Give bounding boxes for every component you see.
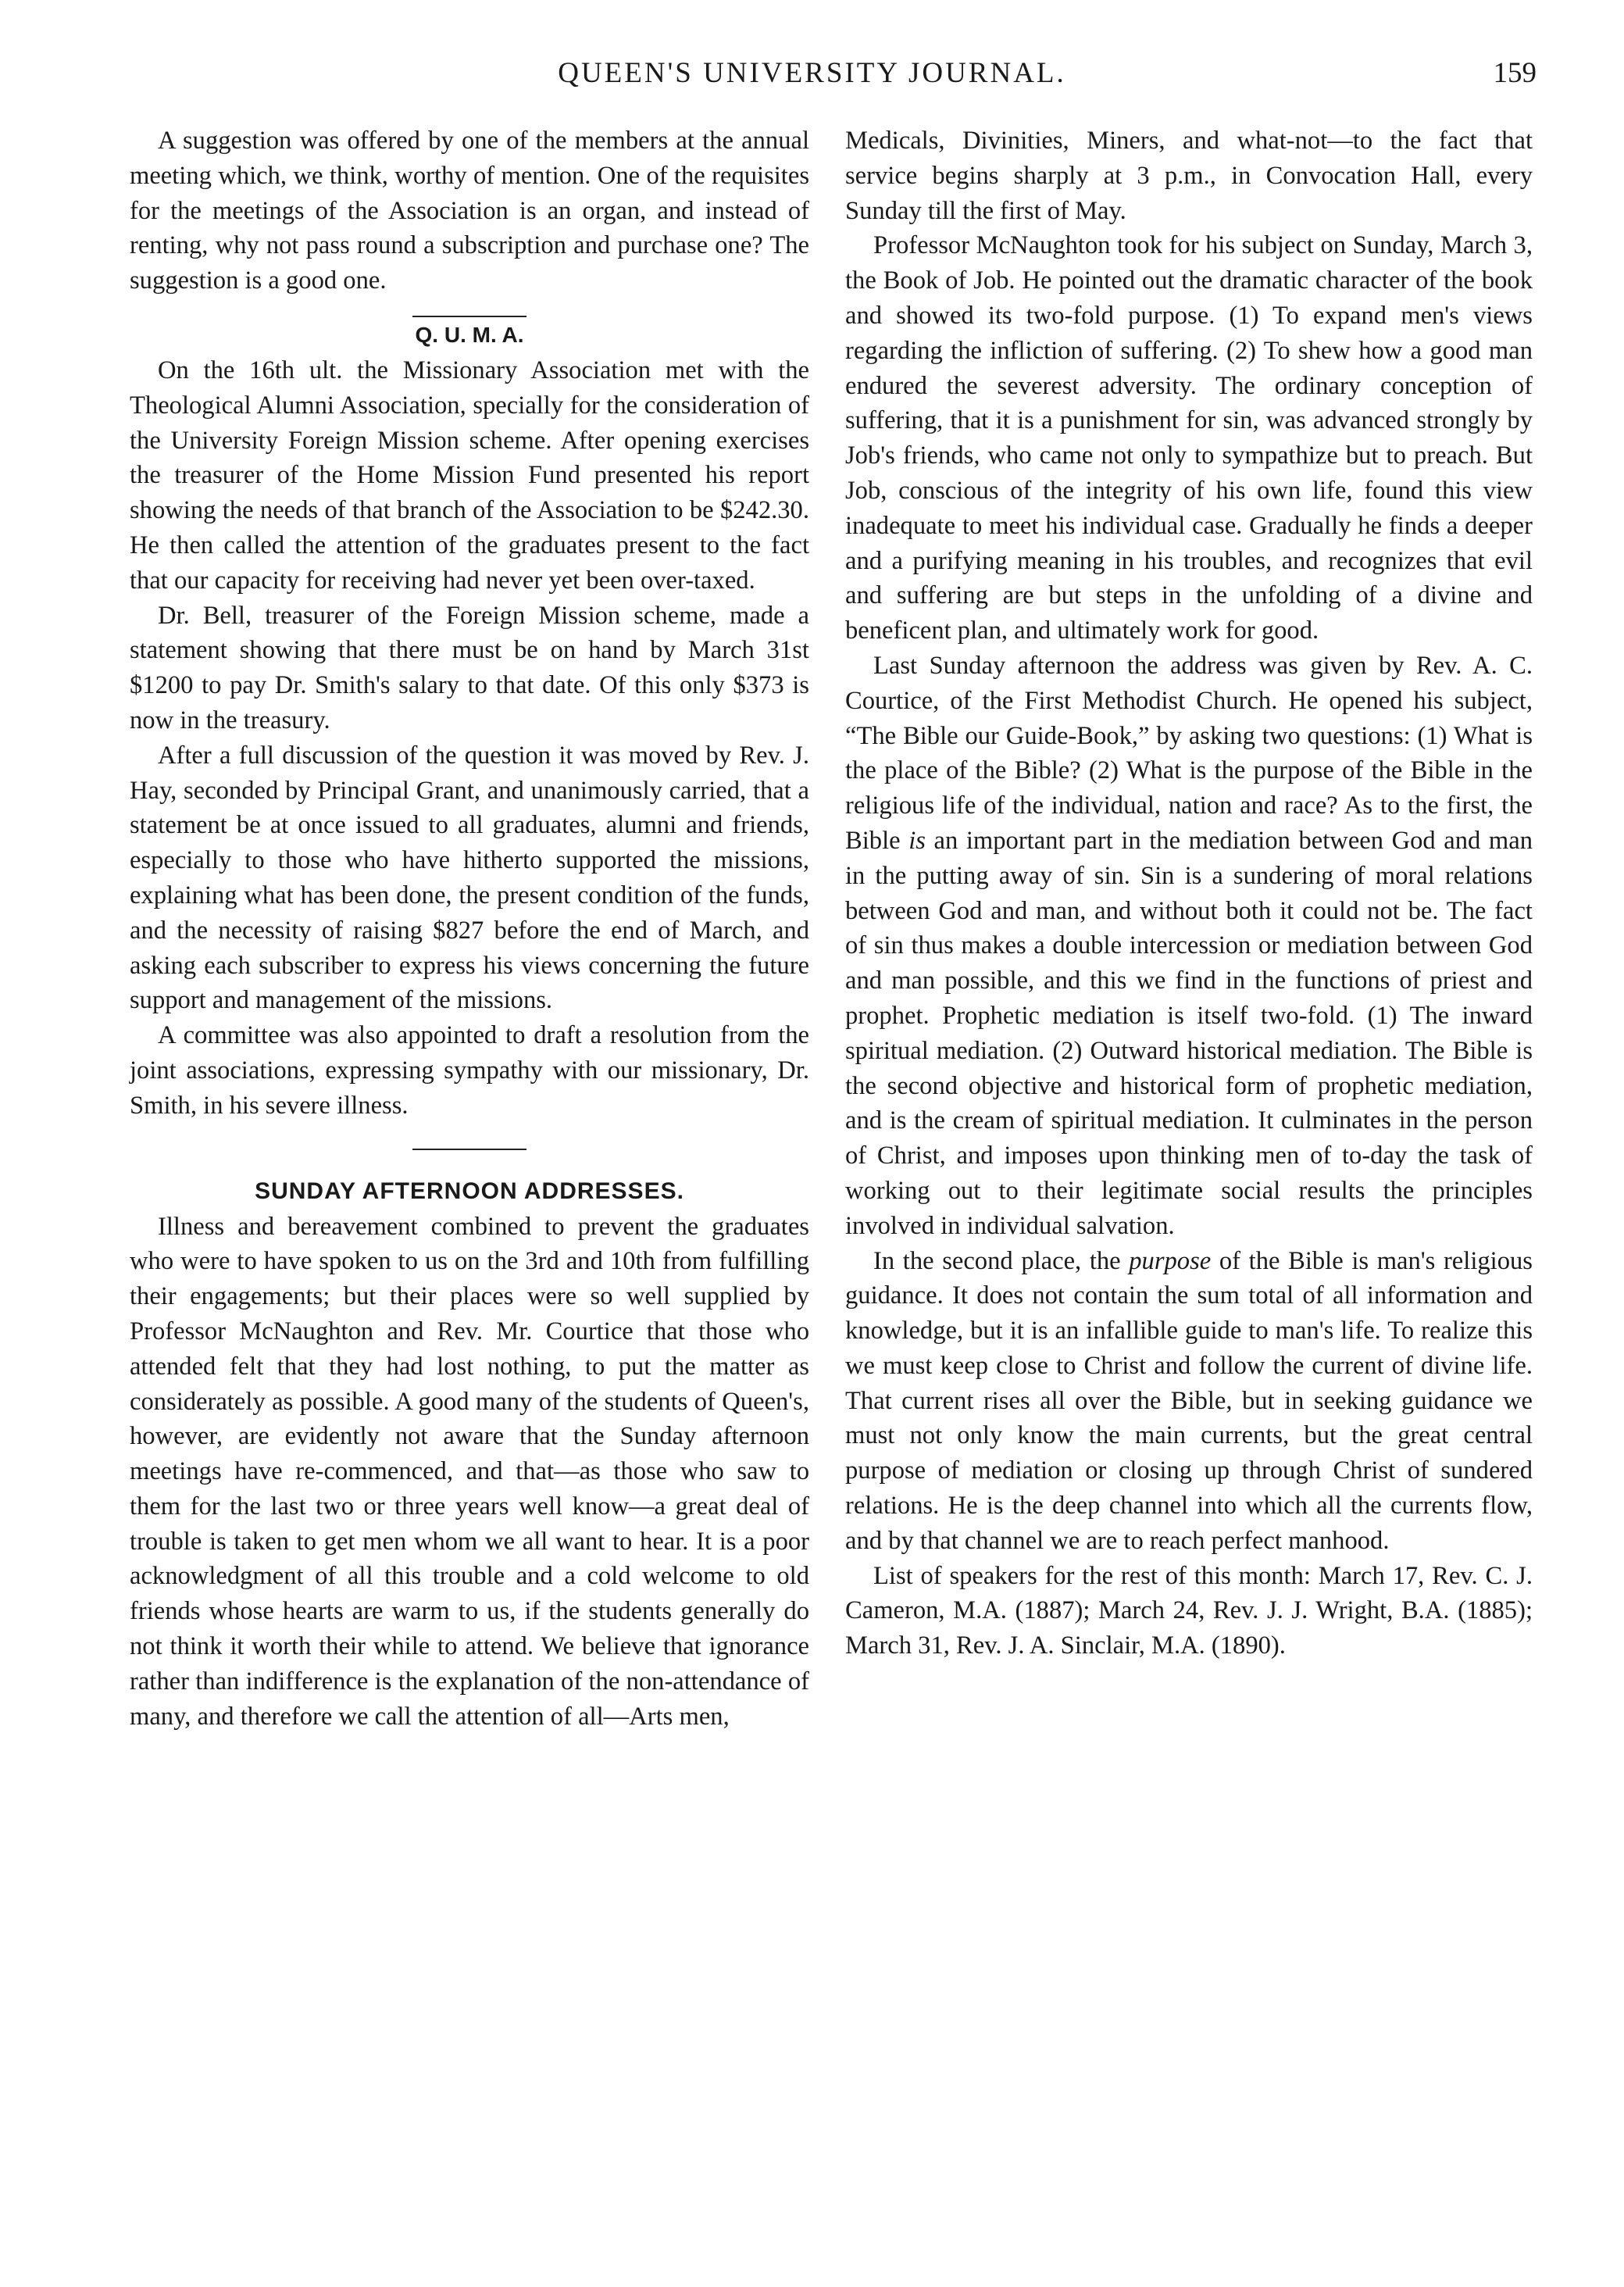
qum-section-title: Q. U. M. A. xyxy=(415,322,524,347)
courtice-italic-is: is xyxy=(908,826,926,855)
purpose-italic: purpose xyxy=(1129,1246,1212,1275)
continuation-paragraph: Medicals, Divinities, Miners, and what-not—to the fact that service begins sharply at 3 p.m., in Convocation Hall, every Sunday till the first of May. xyxy=(845,127,1533,225)
purpose-text-after: of the Bible is man's religious guidance. It does not contain the sum total of all information and knowledge, but it is an infallible guide to man's life. To realize this we must keep close to Christ and follow the current of divine life. That current rises all over the Bible, but in seeking guidance we must not only know the main currents, but the great central purpose of mediation or closing up through Christ of sundered relations. He is the deep channel into which all the currents flow, and by that channel we are to reach perfect manhood. xyxy=(845,1246,1533,1555)
page-number: 159 xyxy=(1493,57,1537,89)
courtice-text-before: Last Sunday afternoon the address was given by Rev. A. C. Courtice, of the First Methodist Church. He opened his subject, “The Bible our Guide-Book,” by asking two questions: (1) What is the place of the Bible? (2) What is the purpose of the Bible in the religious life of the individual, nation and race? As to the first, the Bible xyxy=(845,651,1533,855)
mcnaughton-paragraph: Professor McNaughton took for his subject on Sunday, March 3, the Book of Job. He pointed out the dramatic character of the book and showed its two-fold purpose. (1) To expand men's views regarding the infliction of suffering. (2) To shew how a good man endured the severest adversity. The ordinary conception of suffering, that it is a punishment for sin, was advanced strongly by Job's friends, who came not only to sympathize but to preach. But Job, conscious of the integrity of his own life, found this view inadequate to meet his individual case. Gradually he finds a deeper and a purifying meaning in his troubles, and recognizes that evil and suffering are but steps in the unfolding of a divine and beneficent plan, and ultimately work for good. xyxy=(845,231,1533,645)
purpose-text-before: In the second place, the xyxy=(873,1246,1121,1275)
speakers-paragraph: List of speakers for the rest of this month: March 17, Rev. C. J. Cameron, M.A. (1887); March 24, Rev. J. J. Wright, B.A. (1885); March 31, Rev. J. A. Sinclair, M.A. (1890). xyxy=(845,1561,1533,1660)
sunday-section-title: SUNDAY AFTERNOON ADDRESSES. xyxy=(255,1177,684,1204)
right-column xyxy=(845,123,1533,1663)
qum-paragraph: A committee was also appointed to draft a resolution from the joint associations, expressing sympathy with our missionary, Dr. Smith, in his severe illness. xyxy=(130,1021,809,1120)
sunday-paragraph: Illness and bereavement combined to prevent the graduates who were to have spoken to us on the 3rd and 10th from fulfilling their engagements; but their places were so well supplied by Professor McNaughton and Rev. Mr. Courtice that those who attended felt that they had lost nothing, to put the matter as considerately as possible. A good many of the students of Queen's, however, are evidently not aware that the Sunday afternoon meetings have re-commenced, and that—as those who saw to them for the last two or three years well know—a great deal of trouble is taken to get men whom we all want to hear. It is a poor acknowledgment of all this trouble and a cold welcome to old friends whose hearts are warm to us, if the students generally do not think it worth their while to attend. We believe that ignorance rather than indifference is the explanation of the non-attendance of many, and therefore we call the attention of all—Arts men, xyxy=(130,1212,809,1731)
qum-paragraph: Dr. Bell, treasurer of the Foreign Mission scheme, made a statement showing that there must be on hand by March 31st $1200 to pay Dr. Smith's salary to that date. Of this only $373 is now in the treasury. xyxy=(130,601,809,734)
section-divider xyxy=(412,1149,526,1150)
left-column xyxy=(130,123,809,1734)
page-header xyxy=(0,56,1624,103)
courtice-text-after: an important part in the mediation between God and man in the putting away of sin. Sin is a sundering of moral relations between God and man, and without both it could not be. The fact of sin thus makes a double intercession or mediation between God and man possible, and this we find in the functions of priest and prophet. Prophetic mediation is itself two-fold. (1) The inward spiritual mediation. (2) Outward historical mediation. The Bible is the second objective and historical form of prophetic mediation, and is the cream of spiritual mediation. It culminates in the person of Christ, and imposes upon thinking men of to-day the task of working out to their legitimate social results the principles involved in individual salvation. xyxy=(845,826,1533,1240)
journal-title: QUEEN'S UNIVERSITY JOURNAL. xyxy=(558,57,1066,89)
courtice-paragraph xyxy=(845,649,1533,1244)
purpose-paragraph xyxy=(845,1244,1533,1559)
intro-paragraph: A suggestion was offered by one of the members at the annual meeting which, we think, worthy of mention. One of the requisites for the meetings of the Association is an organ, and instead of renting, why not pass round a subscription and purchase one? The suggestion is a good one. xyxy=(130,127,809,295)
qum-paragraph: On the 16th ult. the Missionary Association met with the Theological Alumni Association, specially for the consideration of the University Foreign Mission scheme. After opening exercises the treasurer of the Home Mission Fund presented his report showing the needs of that branch of the Association to be $242.30. He then called the attention of the graduates present to the fact that our capacity for receiving had never yet been over-taxed. xyxy=(130,356,809,595)
qum-paragraph: After a full discussion of the question it was moved by Rev. J. Hay, seconded by Principal Grant, and unanimously carried, that a statement be at once issued to all graduates, alumni and friends, especially to those who have hitherto supported the missions, explaining what has been done, the present condition of the funds, and the necessity of raising $827 before the end of March, and asking each subscriber to express his views concerning the future support and management of the missions. xyxy=(130,741,809,1015)
